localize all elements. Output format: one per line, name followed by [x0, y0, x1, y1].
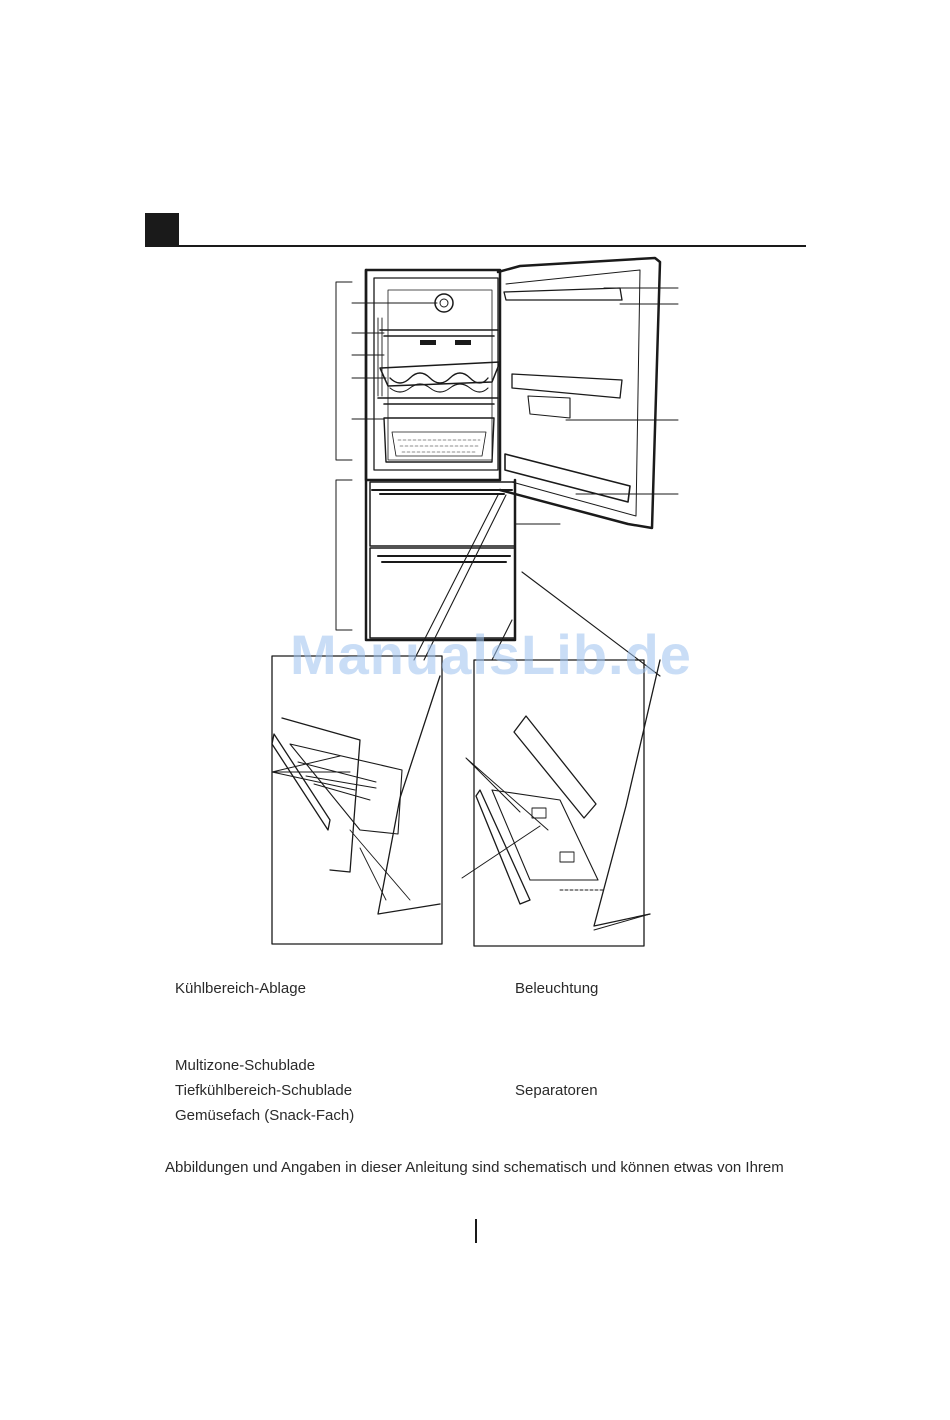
label-kuehlbereich-ablage: Kühlbereich-Ablage	[175, 980, 306, 997]
label-gemuesefach: Gemüsefach (Snack-Fach)	[175, 1107, 355, 1124]
label-separatoren: Separatoren	[515, 1082, 598, 1099]
label-beleuchtung: Beleuchtung	[515, 980, 599, 997]
detail-box-left	[272, 656, 442, 944]
detail-box-right	[462, 660, 660, 946]
fridge-body	[366, 270, 515, 640]
label-tiefkuehlbereich-schublade: Tiefkühlbereich-Schublade	[175, 1082, 353, 1099]
disclaimer-note: Abbildungen und Angaben in dieser Anleitung sind schematisch und können etwas von Ihrem	[165, 1159, 784, 1176]
watermark: ManualsLib.de	[290, 623, 692, 686]
page-marker	[475, 1219, 477, 1243]
fridge-door	[498, 258, 660, 528]
fridge-light-icon	[435, 294, 453, 312]
label-multizone-schublade: Multizone-Schublade	[175, 1057, 316, 1074]
